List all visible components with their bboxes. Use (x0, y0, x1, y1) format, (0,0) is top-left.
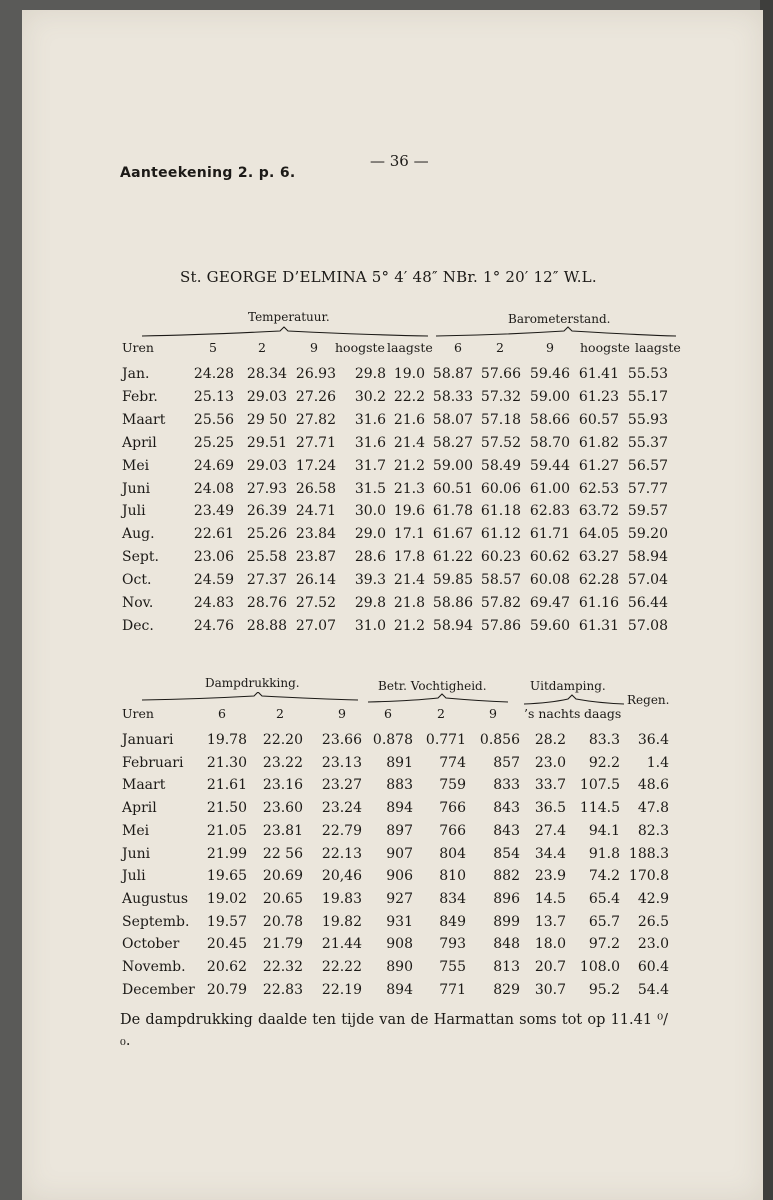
table2-header-1: 6 (218, 706, 226, 721)
table1-header-0: Uren (122, 340, 154, 355)
table1-cell: 22.2 (393, 388, 425, 405)
table1-cell: 61.23 (578, 388, 619, 405)
table1-cell: 26.39 (246, 503, 287, 520)
table1-row-label: Nov. (122, 595, 154, 611)
table1-cell: 31.5 (354, 480, 386, 497)
table1-header-10: laagste (635, 340, 681, 355)
table2-cell: 21.05 (206, 822, 247, 839)
table1-cell: 27.71 (295, 434, 336, 451)
table2-cell: 22.22 (321, 959, 362, 975)
table1-cell: 59.60 (529, 617, 570, 634)
table2-cell: 36.4 (637, 732, 669, 748)
table1-cell: 59.44 (529, 457, 570, 474)
table1-cell: 23.87 (295, 549, 336, 566)
table2-cell: 19.57 (206, 913, 247, 930)
table1-cell: 21.6 (393, 411, 425, 428)
table2-cell: 755 (439, 959, 466, 975)
table2-header-0: Uren (122, 706, 154, 721)
table1-cell: 55.37 (627, 434, 668, 451)
table1-cell: 60.06 (480, 480, 521, 497)
table1-cell: 39.3 (354, 572, 386, 589)
annotation-note: Aanteekening 2. p. 6. (120, 165, 296, 181)
table2-cell: 22.83 (262, 981, 303, 998)
table1-cell: 57.52 (480, 434, 521, 451)
table1-cell: 60.08 (529, 572, 570, 589)
table1-header-2: 2 (258, 340, 266, 355)
table1-cell: 27.26 (295, 388, 336, 405)
table1-cell: 58.70 (529, 434, 570, 451)
table2-cell: 23.0 (534, 754, 566, 771)
table1-cell: 28.88 (246, 617, 287, 634)
table1-cell: 31.7 (354, 457, 386, 474)
table2-cell: 23.16 (262, 777, 303, 794)
table2-cell: 848 (493, 936, 520, 953)
table1-cell: 24.76 (193, 617, 234, 634)
table1-row-label: Juni (122, 480, 151, 497)
table1-cell: 58.94 (627, 549, 668, 566)
table2-row-label: April (122, 800, 157, 817)
table2-cell: 759 (439, 777, 466, 794)
table1-cell: 27.37 (246, 572, 287, 589)
table2-cell: 849 (439, 913, 466, 930)
table2-cell: 26.5 (637, 913, 669, 930)
table1-cell: 23.84 (295, 526, 336, 543)
table1-cell: 25.58 (246, 549, 287, 566)
table1-cell: 27.07 (295, 617, 336, 634)
table2-cell: 0.856 (479, 732, 520, 748)
table1-cell: 58.07 (432, 411, 473, 428)
table2-cell: 91.8 (588, 845, 620, 862)
table2-cell: 21.30 (206, 754, 247, 771)
table2-row-label: Mei (122, 822, 150, 839)
table2-cell: 22.13 (321, 845, 362, 862)
table2-cell: 23.9 (534, 868, 566, 885)
table2-cell: 896 (493, 890, 520, 907)
table1-cell: 61.67 (432, 526, 473, 543)
table2-cell: 22 56 (262, 845, 303, 862)
table1-cell: 57.66 (480, 366, 521, 382)
table2-cell: 27.4 (534, 822, 566, 839)
table2-row-label: December (122, 981, 195, 998)
table1-cell: 17.24 (295, 457, 336, 474)
table1-cell: 58.66 (529, 411, 570, 428)
table1-cell: 61.18 (480, 503, 521, 520)
table2-header-5: 2 (437, 706, 445, 721)
table2-cell: 19.65 (206, 868, 247, 885)
table2-cell: 894 (386, 981, 413, 998)
table2-cell: 18.0 (534, 936, 566, 953)
table1-cell: 19.0 (393, 366, 425, 382)
table1-cell: 61.82 (578, 434, 619, 451)
table2-cell: 766 (439, 822, 466, 839)
table2-cell: 23.81 (262, 822, 303, 839)
table2-cell: 20,46 (321, 868, 362, 885)
table1-header-1: 5 (209, 340, 217, 355)
table1-cell: 61.41 (578, 366, 619, 382)
table1-cell: 58.49 (480, 457, 521, 474)
table1-cell: 60.51 (432, 480, 473, 497)
table1-header-9: hoogste (580, 340, 630, 355)
table1-cell: 57.32 (480, 388, 521, 405)
table2-cell: 65.4 (588, 890, 620, 907)
table1-cell: 29.0 (354, 526, 386, 543)
table1-cell: 58.33 (432, 388, 473, 405)
table2-cell: 97.2 (588, 936, 620, 953)
table2-row-label: Juli (122, 868, 146, 885)
table1-cell: 26.93 (295, 366, 336, 382)
table1-cell: 62.53 (578, 480, 619, 497)
table2-cell: 843 (493, 800, 520, 817)
table1-cell: 57.77 (627, 480, 668, 497)
table2-cell: 74.2 (588, 868, 620, 885)
table1-cell: 22.61 (193, 526, 234, 543)
station-title: St. GEORGE D’ELMINA 5° 4′ 48″ NBr. 1° 20′ 12″ W.L. (180, 268, 597, 286)
table1-cell: 61.22 (432, 549, 473, 566)
table1-cell: 55.53 (627, 366, 668, 382)
table2-cell: 107.5 (579, 777, 620, 794)
table2-braces (140, 692, 630, 706)
table2-cell: 0.771 (425, 732, 466, 748)
table1-row-label: Febr. (122, 388, 158, 405)
table2-cell: 83.3 (588, 732, 620, 748)
table1-cell: 56.57 (627, 457, 668, 474)
table1-cell: 57.18 (480, 411, 521, 428)
table1-cell: 19.6 (393, 503, 425, 520)
table2-row-label: Septemb. (122, 913, 190, 930)
table2-cell: 33.7 (534, 777, 566, 794)
table1-cell: 21.3 (393, 480, 425, 497)
table2-cell: 94.1 (588, 822, 620, 839)
table1-cell: 25.26 (246, 526, 287, 543)
table2-cell: 774 (439, 754, 466, 771)
table2-cell: 793 (439, 936, 466, 953)
table2-cell: 20.78 (262, 913, 303, 930)
table1-cell: 59.00 (529, 388, 570, 405)
table1-cell: 24.08 (193, 480, 234, 497)
table2-cell: 810 (439, 868, 466, 885)
table1-cell: 24.28 (193, 366, 234, 382)
table2-cell: 813 (493, 959, 520, 975)
table2-row-label: Juni (122, 845, 151, 862)
table2-cell: 21.79 (262, 936, 303, 953)
table1-cell: 60.23 (480, 549, 521, 566)
table1-cell: 57.86 (480, 617, 521, 634)
table2-cell: 47.8 (637, 800, 669, 817)
table1-cell: 26.14 (295, 572, 336, 589)
table2-row-label: Novemb. (122, 959, 186, 975)
table1-row-label: Dec. (122, 617, 154, 634)
table1-cell: 29.51 (246, 434, 287, 451)
table2-cell: 19.82 (321, 913, 362, 930)
table2-cell: 899 (493, 913, 520, 930)
table1-cell: 17.1 (393, 526, 425, 543)
table2-cell: 108.0 (579, 959, 620, 975)
table2-cell: 30.7 (534, 981, 566, 998)
table1-cell: 59.46 (529, 366, 570, 382)
table2-cell: 833 (493, 777, 520, 794)
table1-cell: 64.05 (578, 526, 619, 543)
table1-cell: 28.34 (246, 366, 287, 382)
table2-cell: 20.7 (534, 959, 566, 975)
table2-cell: 20.65 (262, 890, 303, 907)
table2-cell: 19.02 (206, 890, 247, 907)
table2-cell: 20.62 (206, 959, 247, 975)
table1-cell: 17.8 (393, 549, 425, 566)
table2-cell: 23.60 (262, 800, 303, 817)
table1-cell: 61.12 (480, 526, 521, 543)
table1-cell: 60.62 (529, 549, 570, 566)
table1-cell: 30.2 (354, 388, 386, 405)
table1-cell: 24.69 (193, 457, 234, 474)
table1-cell: 31.6 (354, 434, 386, 451)
table2-cell: 65.7 (588, 913, 620, 930)
table1-cell: 61.00 (529, 480, 570, 497)
table2-cell: 21.50 (206, 800, 247, 817)
table1-cell: 30.0 (354, 503, 386, 520)
table1-cell: 21.4 (393, 434, 425, 451)
table1-cell: 61.27 (578, 457, 619, 474)
table2-cell: 20.79 (206, 981, 247, 998)
table1-cell: 59.57 (627, 503, 668, 520)
table2-cell: 854 (493, 845, 520, 862)
table2-cell: 908 (386, 936, 413, 953)
table1-cell: 28.6 (354, 549, 386, 566)
table1-row-label: Mei (122, 457, 150, 474)
table2-cell: 894 (386, 800, 413, 817)
group-vochtigheid: Betr. Vochtigheid. (378, 679, 487, 693)
table1-cell: 59.20 (627, 526, 668, 543)
table1-cell: 56.44 (627, 595, 668, 611)
table2-cell: 891 (386, 754, 413, 771)
table2-cell: 890 (386, 959, 413, 975)
table2-cell: 882 (493, 868, 520, 885)
table2-cell: 829 (493, 981, 520, 998)
table1-cell: 58.57 (480, 572, 521, 589)
table2-row-label: Augustus (122, 890, 189, 907)
table2-cell: 21.99 (206, 845, 247, 862)
table2-cell: 23.66 (321, 732, 362, 748)
table2-cell: 14.5 (534, 890, 566, 907)
table2-cell: 170.8 (628, 868, 669, 885)
table2-cell: 23.24 (321, 800, 362, 817)
table2-row-label: October (122, 936, 180, 953)
table1-row-label: Oct. (122, 572, 152, 589)
table2-row-label: Februari (122, 754, 184, 771)
table1-cell: 57.08 (627, 617, 668, 634)
table2-cell: 906 (386, 868, 413, 885)
table1-row-label: Aug. (122, 526, 155, 543)
table1-row-label: Jan. (122, 366, 150, 382)
table1-cell: 24.59 (193, 572, 234, 589)
table2-cell: 22.19 (321, 981, 362, 998)
table1-cell: 61.31 (578, 617, 619, 634)
table1-cell: 55.93 (627, 411, 668, 428)
table1-cell: 21.8 (393, 595, 425, 611)
table2-cell: 23.27 (321, 777, 362, 794)
table1-cell: 21.2 (393, 457, 425, 474)
table2-cell: 883 (386, 777, 413, 794)
table1-row-label: Juli (122, 503, 146, 520)
table1-cell: 60.57 (578, 411, 619, 428)
table1-cell: 63.27 (578, 549, 619, 566)
table2-cell: 48.6 (637, 777, 669, 794)
table2-cell: 19.83 (321, 890, 362, 907)
table2-cell: 95.2 (588, 981, 620, 998)
table1-header-8: 9 (546, 340, 554, 355)
table2-cell: 20.69 (262, 868, 303, 885)
table1-header-7: 2 (496, 340, 504, 355)
table1-cell: 23.06 (193, 549, 234, 566)
table2-cell: 13.7 (534, 913, 566, 930)
table2-cell: 21.44 (321, 936, 362, 953)
table2-header-3: 9 (338, 706, 346, 721)
table2-cell: 19.78 (206, 732, 247, 748)
table2-cell: 82.3 (637, 822, 669, 839)
table1-cell: 62.28 (578, 572, 619, 589)
table1-cell: 58.27 (432, 434, 473, 451)
table1-cell: 58.87 (432, 366, 473, 382)
table1-cell: 61.71 (529, 526, 570, 543)
table2-header-8: daags (584, 706, 622, 721)
table1-row-label: April (122, 434, 157, 451)
table2-header-4: 6 (384, 706, 392, 721)
table2-cell: 22.32 (262, 959, 303, 975)
table2-cell: 23.13 (321, 754, 362, 771)
table2-cell: 834 (439, 890, 466, 907)
table2-cell: 931 (386, 913, 413, 930)
table1-cell: 28.76 (246, 595, 287, 611)
table2-cell: 54.4 (637, 981, 669, 998)
table1-cell: 21.4 (393, 572, 425, 589)
table1-cell: 61.16 (578, 595, 619, 611)
table1-cell: 24.83 (193, 595, 234, 611)
table1-cell: 26.58 (295, 480, 336, 497)
table1-braces (140, 326, 680, 340)
table1-header-4: hoogste (335, 340, 385, 355)
table1-cell: 29.03 (246, 388, 287, 405)
table1-row-label: Sept. (122, 549, 159, 566)
table1-header-3: 9 (310, 340, 318, 355)
group-barometer: Barometerstand. (508, 312, 611, 326)
table1-cell: 25.13 (193, 388, 234, 405)
table2-cell: 766 (439, 800, 466, 817)
table1-cell: 21.2 (393, 617, 425, 634)
table2-header-7: ’s nachts (524, 706, 581, 721)
table1-cell: 29.8 (354, 366, 386, 382)
table2-cell: 21.61 (206, 777, 247, 794)
table2-cell: 23.0 (637, 936, 669, 953)
table1-cell: 63.72 (578, 503, 619, 520)
table2-cell: 22.20 (262, 732, 303, 748)
table1-cell: 57.04 (627, 572, 668, 589)
table1-cell: 25.25 (193, 434, 234, 451)
table2-cell: 60.4 (637, 959, 669, 975)
table1-cell: 61.78 (432, 503, 473, 520)
table2-cell: 92.2 (588, 754, 620, 771)
table1-cell: 31.0 (354, 617, 386, 634)
table2-cell: 28.2 (534, 732, 566, 748)
table1-cell: 25.56 (193, 411, 234, 428)
table1-cell: 29.03 (246, 457, 287, 474)
table2-cell: 23.22 (262, 754, 303, 771)
table2-cell: 36.5 (534, 800, 566, 817)
table2-cell: 22.79 (321, 822, 362, 839)
table2-cell: 771 (439, 981, 466, 998)
table2-cell: 897 (386, 822, 413, 839)
table1-cell: 69.47 (529, 595, 570, 611)
page-number: — 36 — (370, 152, 429, 170)
table2-row-label: Maart (122, 777, 166, 794)
table2-cell: 114.5 (579, 800, 620, 817)
table2-cell: 34.4 (534, 845, 566, 862)
table1-cell: 27.82 (295, 411, 336, 428)
table2-cell: 0.878 (372, 732, 413, 748)
table1-cell: 24.71 (295, 503, 336, 520)
table1-cell: 59.85 (432, 572, 473, 589)
table2-cell: 188.3 (628, 845, 669, 862)
footnote: De dampdrukking daalde ten tijde van de Harmattan soms tot op 11.41 ⁰/₀. (120, 1012, 668, 1050)
table1-row-label: Maart (122, 411, 166, 428)
table1-cell: 29 50 (246, 411, 287, 428)
table2-cell: 1.4 (646, 754, 669, 771)
table2-header-2: 2 (276, 706, 284, 721)
table1-cell: 55.17 (627, 388, 668, 405)
group-dampdrukking: Dampdrukking. (205, 676, 300, 690)
table1-cell: 59.00 (432, 457, 473, 474)
group-regen: Regen. (627, 693, 670, 707)
table2-cell: 804 (439, 845, 466, 862)
table2-cell: 927 (386, 890, 413, 907)
table2-cell: 42.9 (637, 890, 669, 907)
table1-header-5: laagste (387, 340, 433, 355)
table1-header-6: 6 (454, 340, 462, 355)
table1-cell: 27.52 (295, 595, 336, 611)
group-temperature: Temperatuur. (248, 310, 330, 324)
table1-cell: 29.8 (354, 595, 386, 611)
table2-cell: 857 (493, 754, 520, 771)
table1-cell: 31.6 (354, 411, 386, 428)
table2-row-label: Januari (122, 732, 174, 748)
table1-cell: 58.86 (432, 595, 473, 611)
table1-cell: 23.49 (193, 503, 234, 520)
table1-cell: 27.93 (246, 480, 287, 497)
table2-header-6: 9 (489, 706, 497, 721)
table2-cell: 843 (493, 822, 520, 839)
table1-cell: 62.83 (529, 503, 570, 520)
table2-cell: 20.45 (206, 936, 247, 953)
table1-cell: 57.82 (480, 595, 521, 611)
table1-cell: 58.94 (432, 617, 473, 634)
group-uitdamping: Uitdamping. (530, 679, 606, 693)
table2-cell: 907 (386, 845, 413, 862)
